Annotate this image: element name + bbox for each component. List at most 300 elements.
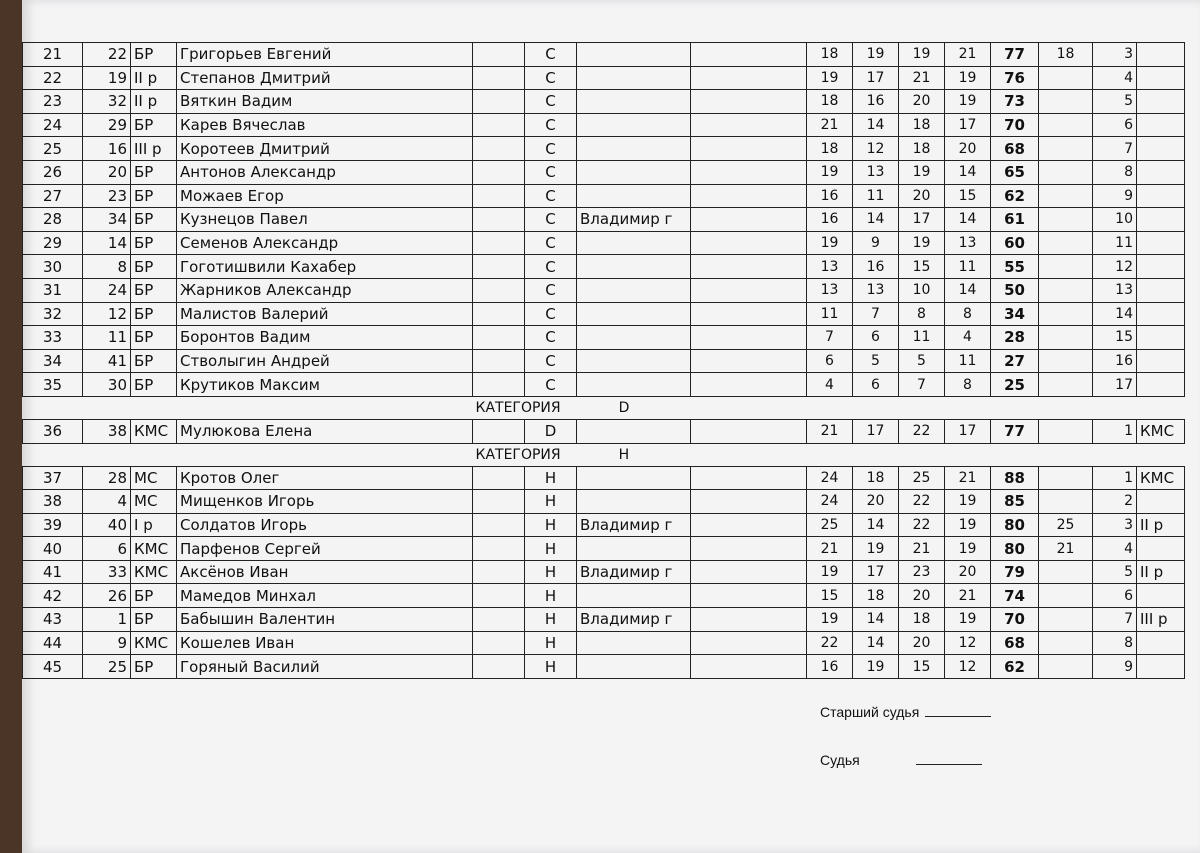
score-1: 21	[807, 537, 853, 561]
category-header	[473, 443, 1185, 466]
category: Н	[525, 560, 577, 584]
participant-name: Можаев Егор	[177, 184, 473, 208]
rank: МС	[131, 466, 177, 490]
score-3: 20	[899, 90, 945, 114]
tiebreak-score	[1039, 137, 1093, 161]
city	[577, 584, 691, 608]
signature-line	[916, 764, 982, 765]
score-1: 16	[807, 208, 853, 232]
bib-number: 23	[83, 184, 131, 208]
score-3: 8	[899, 302, 945, 326]
awarded-rank	[1137, 655, 1185, 679]
bib-number: 1	[83, 608, 131, 632]
participant-name: Кошелев Иван	[177, 631, 473, 655]
blank-cell	[473, 349, 525, 373]
rank: МС	[131, 490, 177, 514]
rank: БР	[131, 349, 177, 373]
score-4: 20	[945, 137, 991, 161]
category: С	[525, 90, 577, 114]
row-number: 26	[23, 160, 83, 184]
category: С	[525, 66, 577, 90]
tiebreak-score	[1039, 560, 1093, 584]
category: Н	[525, 466, 577, 490]
awarded-rank	[1137, 537, 1185, 561]
participant-name: Жарников Александр	[177, 278, 473, 302]
score-3: 17	[899, 208, 945, 232]
blank-cell	[691, 160, 807, 184]
blank-cell	[691, 113, 807, 137]
score-1: 24	[807, 466, 853, 490]
place: 12	[1093, 255, 1137, 279]
city	[577, 184, 691, 208]
total-score: 55	[991, 255, 1039, 279]
participant-name: Степанов Дмитрий	[177, 66, 473, 90]
table-row	[23, 349, 1185, 373]
blank-cell	[691, 302, 807, 326]
results-table	[22, 42, 1185, 679]
tiebreak-score	[1039, 255, 1093, 279]
awarded-rank	[1137, 326, 1185, 350]
score-4: 19	[945, 90, 991, 114]
awarded-rank	[1137, 66, 1185, 90]
score-3: 22	[899, 490, 945, 514]
score-4: 15	[945, 184, 991, 208]
blank-cell	[691, 513, 807, 537]
tiebreak-score: 25	[1039, 513, 1093, 537]
score-1: 19	[807, 560, 853, 584]
row-number: 37	[23, 466, 83, 490]
table-row	[23, 560, 1185, 584]
awarded-rank	[1137, 373, 1185, 397]
participant-name: Коротеев Дмитрий	[177, 137, 473, 161]
table-row	[23, 466, 1185, 490]
category: С	[525, 349, 577, 373]
bib-number: 41	[83, 349, 131, 373]
bib-number: 28	[83, 466, 131, 490]
blank-cell	[473, 160, 525, 184]
blank-cell	[473, 184, 525, 208]
place: 9	[1093, 655, 1137, 679]
score-1: 7	[807, 326, 853, 350]
blank-cell	[691, 466, 807, 490]
table-row	[23, 137, 1185, 161]
score-4: 19	[945, 66, 991, 90]
score-1: 15	[807, 584, 853, 608]
score-4: 11	[945, 349, 991, 373]
score-1: 18	[807, 90, 853, 114]
blank-cell	[473, 537, 525, 561]
blank-cell	[691, 373, 807, 397]
score-1: 19	[807, 66, 853, 90]
score-1: 13	[807, 278, 853, 302]
blank-cell	[473, 231, 525, 255]
category-letter: D	[618, 399, 630, 416]
rank: II р	[131, 66, 177, 90]
row-number: 42	[23, 584, 83, 608]
city	[577, 419, 691, 443]
total-score: 34	[991, 302, 1039, 326]
score-1: 21	[807, 419, 853, 443]
bib-number: 19	[83, 66, 131, 90]
awarded-rank	[1137, 184, 1185, 208]
city	[577, 160, 691, 184]
bib-number: 40	[83, 513, 131, 537]
score-2: 19	[853, 537, 899, 561]
score-2: 16	[853, 90, 899, 114]
bib-number: 34	[83, 208, 131, 232]
bib-number: 16	[83, 137, 131, 161]
rank: БР	[131, 255, 177, 279]
place: 11	[1093, 231, 1137, 255]
category: Н	[525, 655, 577, 679]
awarded-rank: II р	[1137, 513, 1185, 537]
city	[577, 655, 691, 679]
score-4: 11	[945, 255, 991, 279]
place: 7	[1093, 608, 1137, 632]
score-2: 17	[853, 66, 899, 90]
rank: КМС	[131, 537, 177, 561]
awarded-rank	[1137, 584, 1185, 608]
score-3: 15	[899, 255, 945, 279]
table-row	[23, 302, 1185, 326]
table-row	[23, 373, 1185, 397]
table-row	[23, 160, 1185, 184]
score-3: 23	[899, 560, 945, 584]
city: Владимир г	[577, 608, 691, 632]
row-number: 36	[23, 419, 83, 443]
rank: БР	[131, 302, 177, 326]
score-4: 20	[945, 560, 991, 584]
total-score: 62	[991, 184, 1039, 208]
score-3: 11	[899, 326, 945, 350]
place: 9	[1093, 184, 1137, 208]
total-score: 77	[991, 419, 1039, 443]
blank-cell	[691, 537, 807, 561]
total-score: 62	[991, 655, 1039, 679]
place: 3	[1093, 513, 1137, 537]
total-score: 79	[991, 560, 1039, 584]
category-label: КАТЕГОРИЯ	[475, 446, 561, 463]
total-score: 68	[991, 137, 1039, 161]
blank-cell	[691, 255, 807, 279]
bib-number: 8	[83, 255, 131, 279]
participant-name: Вяткин Вадим	[177, 90, 473, 114]
participant-name: Бабышин Валентин	[177, 608, 473, 632]
category: D	[525, 419, 577, 443]
awarded-rank	[1137, 208, 1185, 232]
blank-cell	[473, 326, 525, 350]
score-4: 8	[945, 302, 991, 326]
participant-name: Кузнецов Павел	[177, 208, 473, 232]
score-2: 6	[853, 373, 899, 397]
city	[577, 137, 691, 161]
blank-cell	[691, 278, 807, 302]
score-1: 25	[807, 513, 853, 537]
participant-name: Мулюкова Елена	[177, 419, 473, 443]
row-number: 24	[23, 113, 83, 137]
place: 13	[1093, 278, 1137, 302]
rank: III р	[131, 137, 177, 161]
participant-name: Гоготишвили Кахабер	[177, 255, 473, 279]
total-score: 60	[991, 231, 1039, 255]
participant-name: Григорьев Евгений	[177, 43, 473, 67]
bib-number: 6	[83, 537, 131, 561]
row-number: 32	[23, 302, 83, 326]
place: 17	[1093, 373, 1137, 397]
score-3: 10	[899, 278, 945, 302]
row-number: 22	[23, 66, 83, 90]
score-4: 8	[945, 373, 991, 397]
rank: БР	[131, 584, 177, 608]
participant-name: Мищенков Игорь	[177, 490, 473, 514]
blank-cell	[691, 208, 807, 232]
table-row	[23, 278, 1185, 302]
row-number: 34	[23, 349, 83, 373]
bib-number: 38	[83, 419, 131, 443]
blank-cell	[691, 349, 807, 373]
score-4: 19	[945, 490, 991, 514]
awarded-rank	[1137, 113, 1185, 137]
category: Н	[525, 584, 577, 608]
signature-line	[925, 716, 991, 717]
row-number: 45	[23, 655, 83, 679]
table-row	[23, 43, 1185, 67]
score-2: 17	[853, 560, 899, 584]
blank-cell	[473, 255, 525, 279]
blank-cell	[473, 90, 525, 114]
city	[577, 490, 691, 514]
tiebreak-score	[1039, 326, 1093, 350]
category: Н	[525, 631, 577, 655]
awarded-rank	[1137, 631, 1185, 655]
tiebreak-score	[1039, 631, 1093, 655]
bib-number: 11	[83, 326, 131, 350]
score-4: 17	[945, 419, 991, 443]
city	[577, 231, 691, 255]
awarded-rank: III р	[1137, 608, 1185, 632]
row-number: 31	[23, 278, 83, 302]
rank: КМС	[131, 631, 177, 655]
blank-cell	[691, 137, 807, 161]
place: 4	[1093, 537, 1137, 561]
score-2: 17	[853, 419, 899, 443]
place: 8	[1093, 160, 1137, 184]
row-number: 40	[23, 537, 83, 561]
tiebreak-score: 21	[1039, 537, 1093, 561]
awarded-rank	[1137, 278, 1185, 302]
total-score: 80	[991, 513, 1039, 537]
judge-signature	[820, 752, 982, 768]
table-row	[23, 255, 1185, 279]
total-score: 70	[991, 113, 1039, 137]
judge-label: Судья	[820, 752, 860, 768]
blank-cell	[473, 466, 525, 490]
senior-judge-signature	[820, 704, 991, 720]
blank-cell	[691, 66, 807, 90]
bib-number: 9	[83, 631, 131, 655]
rank: БР	[131, 113, 177, 137]
bib-number: 24	[83, 278, 131, 302]
tiebreak-score	[1039, 490, 1093, 514]
tiebreak-score	[1039, 584, 1093, 608]
category-label: КАТЕГОРИЯ	[475, 399, 561, 416]
place: 10	[1093, 208, 1137, 232]
city	[577, 43, 691, 67]
score-1: 19	[807, 160, 853, 184]
score-4: 12	[945, 655, 991, 679]
blank-cell	[473, 137, 525, 161]
city: Владимир г	[577, 560, 691, 584]
participant-name: Семенов Александр	[177, 231, 473, 255]
score-2: 12	[853, 137, 899, 161]
blank-cell	[473, 208, 525, 232]
participant-name: Малистов Валерий	[177, 302, 473, 326]
blank-cell	[473, 66, 525, 90]
category: С	[525, 302, 577, 326]
category: С	[525, 208, 577, 232]
rank: БР	[131, 184, 177, 208]
bib-number: 33	[83, 560, 131, 584]
row-number: 44	[23, 631, 83, 655]
score-2: 16	[853, 255, 899, 279]
score-4: 12	[945, 631, 991, 655]
category-header-row	[23, 396, 1185, 419]
table-row	[23, 90, 1185, 114]
total-score: 28	[991, 326, 1039, 350]
score-3: 15	[899, 655, 945, 679]
tiebreak-score	[1039, 208, 1093, 232]
score-1: 6	[807, 349, 853, 373]
category: С	[525, 160, 577, 184]
score-4: 14	[945, 208, 991, 232]
row-number: 39	[23, 513, 83, 537]
category: С	[525, 231, 577, 255]
score-1: 13	[807, 255, 853, 279]
bib-number: 12	[83, 302, 131, 326]
table-row	[23, 537, 1185, 561]
participant-name: Парфенов Сергей	[177, 537, 473, 561]
total-score: 74	[991, 584, 1039, 608]
total-score: 88	[991, 466, 1039, 490]
tiebreak-score	[1039, 278, 1093, 302]
bib-number: 25	[83, 655, 131, 679]
rank: II р	[131, 90, 177, 114]
blank-cell	[691, 584, 807, 608]
total-score: 61	[991, 208, 1039, 232]
row-number: 23	[23, 90, 83, 114]
total-score: 65	[991, 160, 1039, 184]
city	[577, 113, 691, 137]
blank-cell	[691, 490, 807, 514]
row-number: 35	[23, 373, 83, 397]
category-header	[473, 396, 1185, 419]
spacer	[23, 396, 473, 419]
tiebreak-score	[1039, 66, 1093, 90]
category: Н	[525, 513, 577, 537]
category: С	[525, 255, 577, 279]
rank: БР	[131, 43, 177, 67]
rank: БР	[131, 608, 177, 632]
awarded-rank: КМС	[1137, 419, 1185, 443]
rank: БР	[131, 278, 177, 302]
place: 6	[1093, 113, 1137, 137]
score-2: 18	[853, 466, 899, 490]
blank-cell	[691, 608, 807, 632]
score-4: 14	[945, 278, 991, 302]
city	[577, 255, 691, 279]
tiebreak-score	[1039, 90, 1093, 114]
category: С	[525, 43, 577, 67]
score-4: 21	[945, 584, 991, 608]
score-3: 22	[899, 419, 945, 443]
score-3: 20	[899, 584, 945, 608]
bib-number: 29	[83, 113, 131, 137]
row-number: 25	[23, 137, 83, 161]
city	[577, 537, 691, 561]
city	[577, 466, 691, 490]
score-4: 19	[945, 513, 991, 537]
city	[577, 66, 691, 90]
awarded-rank: КМС	[1137, 466, 1185, 490]
table-row	[23, 231, 1185, 255]
total-score: 50	[991, 278, 1039, 302]
place: 5	[1093, 90, 1137, 114]
awarded-rank	[1137, 137, 1185, 161]
score-3: 21	[899, 66, 945, 90]
city: Владимир г	[577, 513, 691, 537]
tiebreak-score	[1039, 113, 1093, 137]
rank: БР	[131, 655, 177, 679]
category: С	[525, 278, 577, 302]
score-2: 13	[853, 278, 899, 302]
tiebreak-score	[1039, 419, 1093, 443]
blank-cell	[473, 655, 525, 679]
rank: КМС	[131, 419, 177, 443]
bib-number: 32	[83, 90, 131, 114]
score-4: 21	[945, 43, 991, 67]
score-3: 19	[899, 231, 945, 255]
participant-name: Крутиков Максим	[177, 373, 473, 397]
blank-cell	[691, 560, 807, 584]
bib-number: 20	[83, 160, 131, 184]
bib-number: 26	[83, 584, 131, 608]
score-3: 18	[899, 137, 945, 161]
blank-cell	[691, 419, 807, 443]
row-number: 21	[23, 43, 83, 67]
table-row	[23, 66, 1185, 90]
score-1: 22	[807, 631, 853, 655]
tiebreak-score	[1039, 231, 1093, 255]
tiebreak-score: 18	[1039, 43, 1093, 67]
row-number: 33	[23, 326, 83, 350]
category: С	[525, 326, 577, 350]
score-2: 14	[853, 608, 899, 632]
score-1: 24	[807, 490, 853, 514]
blank-cell	[473, 419, 525, 443]
score-4: 13	[945, 231, 991, 255]
table-row	[23, 631, 1185, 655]
score-2: 14	[853, 113, 899, 137]
table-row	[23, 584, 1185, 608]
score-3: 20	[899, 631, 945, 655]
place: 14	[1093, 302, 1137, 326]
bib-number: 22	[83, 43, 131, 67]
place: 4	[1093, 66, 1137, 90]
score-3: 25	[899, 466, 945, 490]
score-2: 20	[853, 490, 899, 514]
blank-cell	[691, 326, 807, 350]
row-number: 30	[23, 255, 83, 279]
